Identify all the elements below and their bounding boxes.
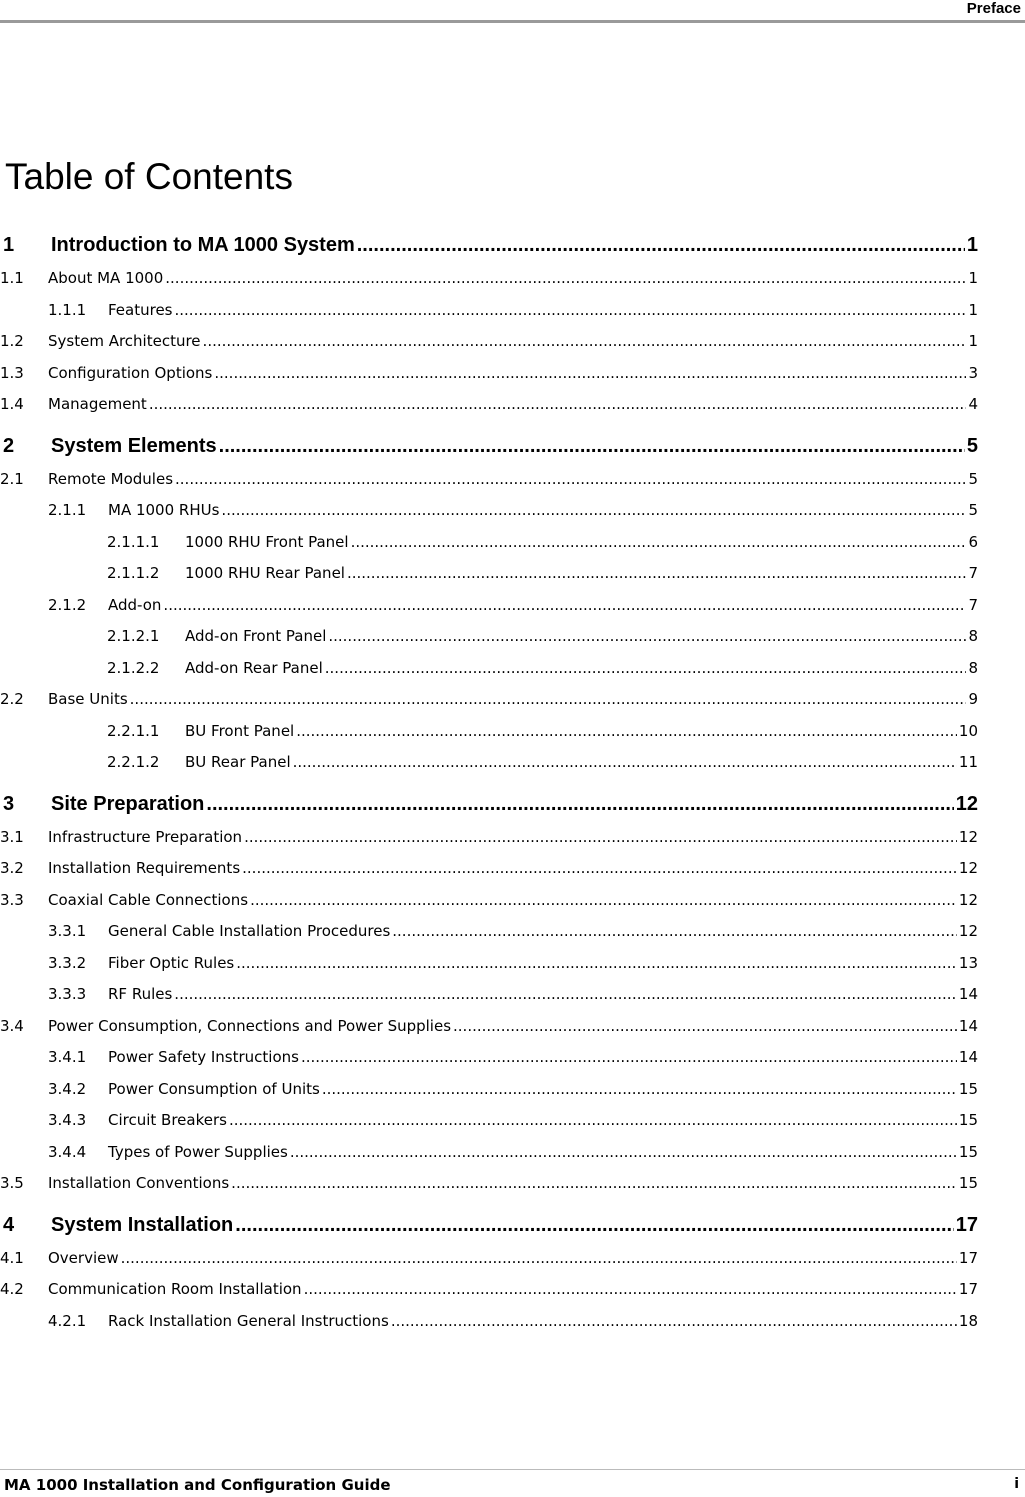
- toc-dot-leader: [165, 263, 966, 295]
- toc-entry-title: Add-on: [108, 595, 162, 614]
- toc-entry-number: 1.2: [0, 332, 24, 350]
- toc-entry-title: System Architecture: [48, 332, 201, 350]
- toc-entry-title: Rack Installation General Instructions: [108, 1311, 389, 1330]
- toc-entry-page: 4: [968, 395, 978, 413]
- toc-entry-number: 2.1.2.2: [107, 658, 160, 677]
- toc-entry-number: 1.1: [0, 269, 24, 287]
- toc-entry-number: 2.1.1.2: [107, 564, 160, 582]
- toc-entry-title: BU Front Panel: [185, 721, 295, 740]
- toc-entry-page: 12: [958, 859, 978, 877]
- toc-entry-title: Site Preparation: [51, 792, 205, 815]
- toc-entry-title: Power Consumption of Units: [108, 1079, 320, 1098]
- toc-entry-title: Power Consumption, Connections and Power Supplies: [48, 1016, 452, 1035]
- toc-entry-number: 2.1: [0, 469, 24, 488]
- toc-entry-title: Circuit Breakers: [108, 1111, 227, 1129]
- toc-entry[interactable]: [0, 389, 978, 421]
- toc-entry[interactable]: [0, 653, 978, 685]
- toc-entry-number: 3.3.1: [48, 922, 87, 940]
- toc-entry[interactable]: [0, 358, 978, 390]
- toc-entry-number: 4: [3, 1213, 15, 1236]
- footer-rule: [0, 1469, 1025, 1470]
- toc-dot-leader: [219, 429, 965, 464]
- toc-entry-page: 15: [958, 1079, 978, 1098]
- toc-entry[interactable]: [0, 684, 978, 716]
- toc-dot-leader: [236, 948, 957, 980]
- toc-entry-title: General Cable Installation Procedures: [108, 922, 391, 940]
- toc-entry-title: Fiber Optic Rules: [108, 953, 235, 972]
- toc-dot-leader: [392, 916, 957, 948]
- toc-entry-number: 2.1.1.1: [107, 532, 160, 551]
- toc-dot-leader: [357, 228, 965, 263]
- toc-entry-title: About MA 1000: [48, 269, 164, 287]
- toc-entry-number: 1.3: [0, 363, 24, 382]
- toc-dot-leader: [174, 979, 957, 1011]
- toc-entry[interactable]: [0, 885, 978, 917]
- toc-entry-page: 5: [968, 469, 978, 488]
- toc-entry[interactable]: [0, 1011, 978, 1043]
- toc-entry-page: 5: [968, 501, 978, 519]
- toc-entry-page: 12: [958, 890, 978, 909]
- toc-dot-leader: [206, 787, 953, 822]
- toc-entry-title: 1000 RHU Rear Panel: [185, 564, 345, 582]
- toc-entry-title: System Elements: [51, 434, 217, 457]
- toc-entry[interactable]: [0, 916, 978, 948]
- toc-entry[interactable]: [0, 527, 978, 559]
- toc-entry-number: 3.5: [0, 1174, 24, 1192]
- toc-entry-page: 8: [968, 658, 978, 677]
- toc-entry-page: 15: [958, 1142, 978, 1161]
- toc-dot-leader: [231, 1168, 957, 1200]
- toc-dot-leader: [453, 1011, 957, 1043]
- toc-dot-leader: [130, 684, 967, 716]
- toc-entry-title: Communication Room Installation: [48, 1280, 302, 1298]
- toc-entry-number: 2.1.2.1: [107, 627, 160, 645]
- toc-entry-page: 14: [958, 1048, 978, 1066]
- toc-dot-leader: [351, 527, 967, 559]
- toc-entry-number: 1.4: [0, 395, 24, 413]
- toc-dot-leader: [325, 653, 967, 685]
- toc-dot-leader: [347, 558, 966, 590]
- toc-entry[interactable]: [0, 295, 978, 327]
- toc-entry-page: 17: [958, 1280, 978, 1298]
- toc-entry-title: Base Units: [48, 690, 128, 708]
- toc-entry-number: 3.4.4: [48, 1142, 87, 1161]
- toc-entry-number: 1.1.1: [48, 300, 87, 319]
- toc-entry[interactable]: [0, 1274, 978, 1306]
- toc-entry-page: 1: [968, 269, 978, 287]
- header-rule: [0, 20, 1025, 23]
- toc-dot-leader: [328, 621, 966, 653]
- toc-entry-title: Types of Power Supplies: [108, 1142, 288, 1161]
- toc-entry-page: 8: [968, 627, 978, 645]
- toc-entry-number: 3.2: [0, 859, 24, 877]
- toc-entry-title: Add-on Front Panel: [185, 627, 327, 645]
- toc-entry-number: 3.4: [0, 1016, 24, 1035]
- toc-entry-title: Configuration Options: [48, 363, 213, 382]
- toc-entry-number: 3.4.1: [48, 1048, 87, 1066]
- toc-dot-leader: [296, 716, 957, 748]
- toc-entry[interactable]: [0, 1137, 978, 1169]
- toc-entry-page: 7: [968, 564, 978, 582]
- toc-entry-title: Coaxial Cable Connections: [48, 890, 249, 909]
- toc-entry[interactable]: [0, 979, 978, 1011]
- toc-dot-leader: [235, 1208, 953, 1243]
- toc-entry-page: 18: [958, 1311, 978, 1330]
- toc-entry-number: 3: [3, 792, 15, 815]
- toc-entry-page: 17: [955, 1213, 978, 1236]
- toc-entry-title: System Installation: [51, 1213, 234, 1236]
- toc-entry-number: 3.4.2: [48, 1079, 87, 1098]
- toc-entry-number: 2: [3, 434, 15, 457]
- toc-entry-page: 12: [958, 827, 978, 846]
- toc-entry[interactable]: [0, 464, 978, 496]
- toc-entry-number: 2.2.1.1: [107, 721, 160, 740]
- toc-entry[interactable]: [0, 495, 978, 527]
- toc-entry[interactable]: [0, 263, 978, 295]
- toc-entry-title: Management: [48, 395, 147, 413]
- toc-entry-number: 4.2: [0, 1280, 24, 1298]
- toc-entry-page: 15: [958, 1111, 978, 1129]
- toc-entry-number: 4.2.1: [48, 1311, 87, 1330]
- toc-entry-page: 17: [958, 1248, 978, 1267]
- toc-entry-page: 13: [958, 953, 978, 972]
- toc-entry-number: 2.2: [0, 690, 24, 708]
- toc-dot-leader: [175, 295, 967, 327]
- toc-entry-page: 11: [958, 753, 978, 771]
- toc-entry[interactable]: [0, 787, 978, 822]
- toc-dot-leader: [391, 1306, 957, 1338]
- toc-entry-title: RF Rules: [108, 985, 173, 1003]
- toc-entry-number: 3.1: [0, 827, 24, 846]
- toc-dot-leader: [163, 590, 966, 622]
- toc-entry-title: MA 1000 RHUs: [108, 501, 220, 519]
- toc-entry-number: 3.3: [0, 890, 24, 909]
- toc-entry[interactable]: [0, 853, 978, 885]
- toc-entry-page: 1: [968, 300, 978, 319]
- footer-page-number: i: [1014, 1476, 1019, 1492]
- toc-entry[interactable]: [0, 429, 978, 464]
- toc-entry-number: 3.3.3: [48, 985, 87, 1003]
- toc-entry-number: 1: [3, 234, 15, 256]
- toc-entry[interactable]: [0, 1042, 978, 1074]
- toc-entry[interactable]: [0, 558, 978, 590]
- toc-entry-title: BU Rear Panel: [185, 753, 291, 771]
- toc-dot-leader: [293, 747, 957, 779]
- toc-dot-leader: [250, 885, 957, 917]
- toc-dot-leader: [244, 822, 957, 854]
- toc-entry[interactable]: [0, 326, 978, 358]
- toc-entry[interactable]: [0, 1306, 978, 1338]
- toc-entry[interactable]: [0, 822, 978, 854]
- toc-entry-title: Remote Modules: [48, 469, 174, 488]
- toc-entry-page: 12: [958, 922, 978, 940]
- toc-entry[interactable]: [0, 1243, 978, 1275]
- toc-entry-number: 3.4.3: [48, 1111, 87, 1129]
- toc-entry-page: 3: [968, 363, 978, 382]
- toc-entry-number: 2.2.1.2: [107, 753, 160, 771]
- toc-entry[interactable]: [0, 948, 978, 980]
- toc-dot-leader: [175, 464, 966, 496]
- toc-entry[interactable]: [0, 590, 978, 622]
- toc-entry[interactable]: [0, 228, 978, 263]
- toc-dot-leader: [214, 358, 966, 390]
- toc-entry-number: 3.3.2: [48, 953, 87, 972]
- toc-entry[interactable]: [0, 1208, 978, 1243]
- toc-entry-page: 15: [958, 1174, 978, 1192]
- toc-entry-title: Features: [108, 300, 173, 319]
- toc-entry-page: 1: [966, 234, 978, 256]
- toc-entry[interactable]: [0, 1168, 978, 1200]
- toc-dot-leader: [149, 389, 967, 421]
- toc-dot-leader: [229, 1105, 957, 1137]
- toc-dot-leader: [121, 1243, 957, 1275]
- toc-entry-page: 14: [958, 985, 978, 1003]
- toc-entry-page: 1: [968, 332, 978, 350]
- toc-dot-leader: [242, 853, 957, 885]
- toc-entry-title: Installation Conventions: [48, 1174, 230, 1192]
- toc-dot-leader: [304, 1274, 957, 1306]
- toc-entry-page: 12: [955, 792, 978, 815]
- toc-entry[interactable]: [0, 1074, 978, 1106]
- toc-entry-page: 7: [968, 595, 978, 614]
- toc-entry-title: Add-on Rear Panel: [185, 658, 323, 677]
- toc-entry[interactable]: [0, 621, 978, 653]
- toc-entry-page: 14: [958, 1016, 978, 1035]
- toc-entry-number: 4.1: [0, 1248, 24, 1267]
- toc-entry-title: Infrastructure Preparation: [48, 827, 243, 846]
- toc-entry-number: 2.1.1: [48, 501, 87, 519]
- toc-entry[interactable]: [0, 747, 978, 779]
- toc-dot-leader: [322, 1074, 957, 1106]
- toc-entry-page: 10: [958, 721, 978, 740]
- toc-entry-page: 6: [968, 532, 978, 551]
- toc-entry-title: 1000 RHU Front Panel: [185, 532, 349, 551]
- toc-dot-leader: [221, 495, 966, 527]
- toc-entry-title: Power Safety Instructions: [108, 1048, 299, 1066]
- toc-entry[interactable]: [0, 716, 978, 748]
- toc-entry-title: Introduction to MA 1000 System: [51, 234, 355, 256]
- toc-dot-leader: [301, 1042, 957, 1074]
- toc-entry-page: 5: [966, 434, 978, 457]
- running-header-label: Preface: [966, 0, 1021, 17]
- toc-entry-title: Overview: [48, 1248, 119, 1267]
- toc-dot-leader: [290, 1137, 957, 1169]
- footer-doc-title: MA 1000 Installation and Configuration Guide: [4, 1476, 391, 1494]
- toc-entry-number: 2.1.2: [48, 595, 87, 614]
- toc-entry-title: Installation Requirements: [48, 859, 241, 877]
- toc-dot-leader: [203, 326, 967, 358]
- toc-entry[interactable]: [0, 1105, 978, 1137]
- toc-title: Table of Contents: [5, 156, 293, 197]
- toc-list: [0, 228, 978, 1337]
- toc-entry-page: 9: [968, 690, 978, 708]
